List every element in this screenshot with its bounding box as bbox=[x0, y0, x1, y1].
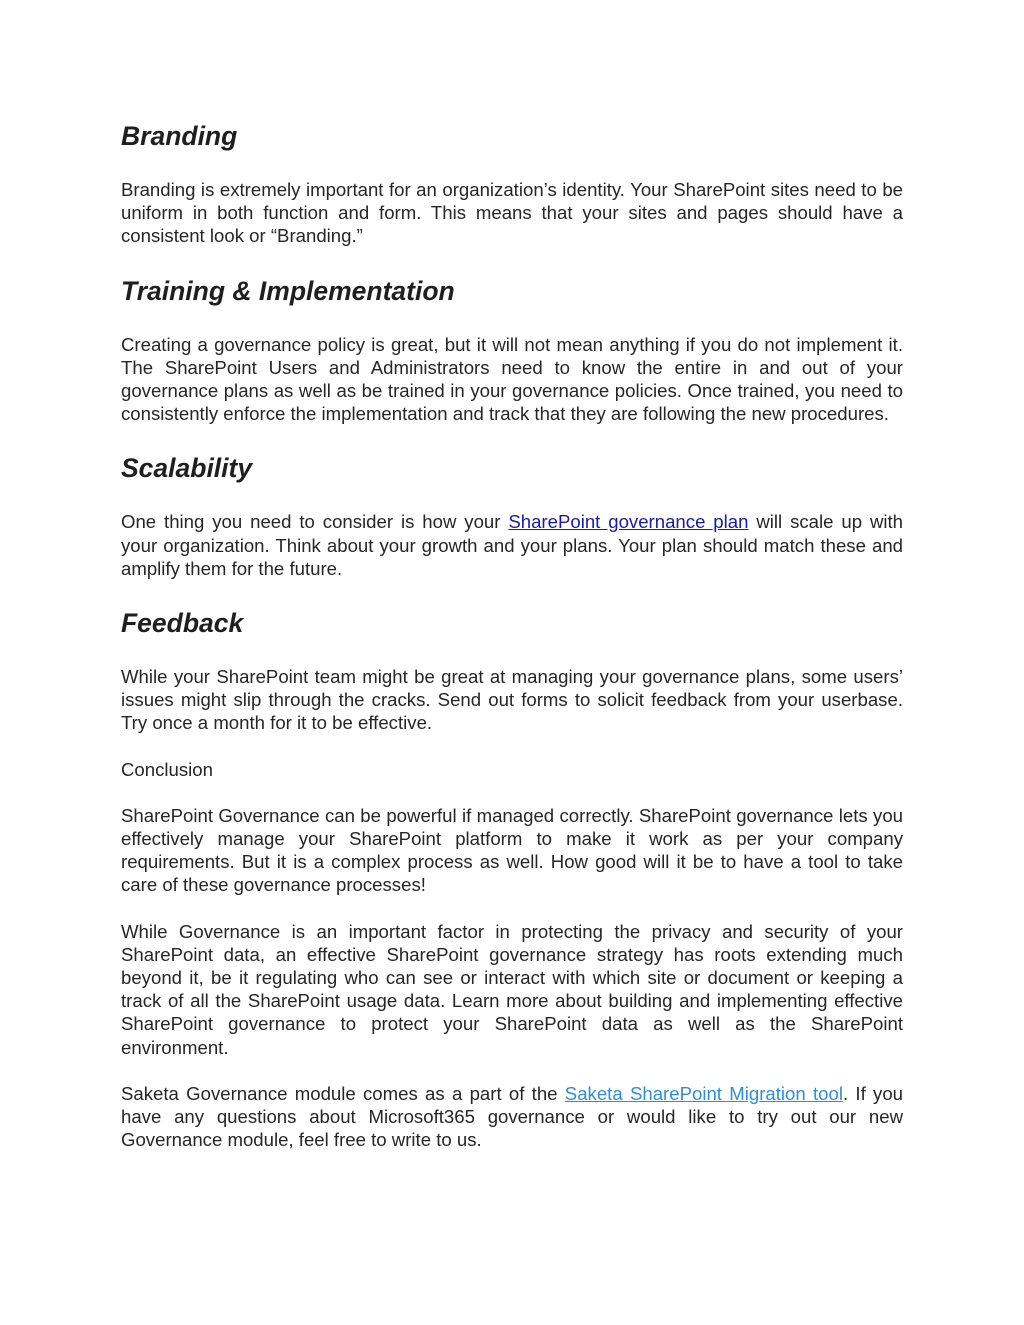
paragraph-branding: Branding is extremely important for an organization’s identity. Your SharePoint sites need to be uniform in both function and form. This means that your sites and pages should have a consistent look or “Branding.” bbox=[121, 179, 903, 247]
scalability-text-after: will scale up with your organization. Think about your growth and your plans. Your plan should match these and amplify them for the future. bbox=[121, 511, 904, 579]
paragraph-conclusion-3 bbox=[121, 1082, 903, 1152]
saketa-migration-tool-link[interactable]: Saketa SharePoint Migration tool bbox=[564, 1082, 843, 1104]
conclusion-3-text-before: Saketa Governance module comes as a part of the bbox=[121, 1082, 565, 1104]
heading-feedback: Feedback bbox=[121, 608, 244, 639]
heading-training-implementation: Training & Implementation bbox=[121, 275, 455, 306]
conclusion-3-text-after: . If you have any questions about Microsoft365 governance or would like to try out our new Governance module, feel free to write to us. bbox=[121, 1082, 903, 1151]
paragraph-training-implementation: Creating a governance policy is great, but it will not mean anything if you do not implement it. The SharePoint Users and Administrators need to know the entire in and out of your governance plans as well as be trained in your governance policies. Once trained, you need to consistently enforce the implementation and track that they are following the new procedures. bbox=[121, 333, 903, 425]
paragraph-conclusion-2: While Governance is an important factor in protecting the privacy and security of your SharePoint data, an effective SharePoint governance strategy has roots extending much beyond it, be it regulating who can see or interact with which site or document or keeping a track of all the SharePoint usage data. Learn more about building and implementing effective SharePoint governance to protect your SharePoint data as well as the SharePoint environment. bbox=[121, 920, 903, 1058]
paragraph-conclusion-1: SharePoint Governance can be powerful if managed correctly. SharePoint governance lets you effectively manage your SharePoint platform to make it work as per your company requirements. But it is a complex process as well. How good will it be to have a tool to take care of these governance processes! bbox=[121, 804, 903, 896]
document-page bbox=[121, 118, 903, 1151]
conclusion-label: Conclusion bbox=[121, 758, 213, 780]
sharepoint-governance-plan-link[interactable]: SharePoint governance plan bbox=[508, 511, 749, 533]
scalability-text-before: One thing you need to consider is how your bbox=[121, 511, 509, 533]
paragraph-feedback: While your SharePoint team might be great at managing your governance plans, some users’ issues might slip through the cracks. Send out forms to solicit feedback from your userbase. Try once a month for it to be effective. bbox=[121, 666, 903, 734]
paragraph-scalability bbox=[121, 510, 903, 580]
heading-branding: Branding bbox=[121, 121, 238, 151]
heading-scalability: Scalability bbox=[121, 453, 253, 484]
